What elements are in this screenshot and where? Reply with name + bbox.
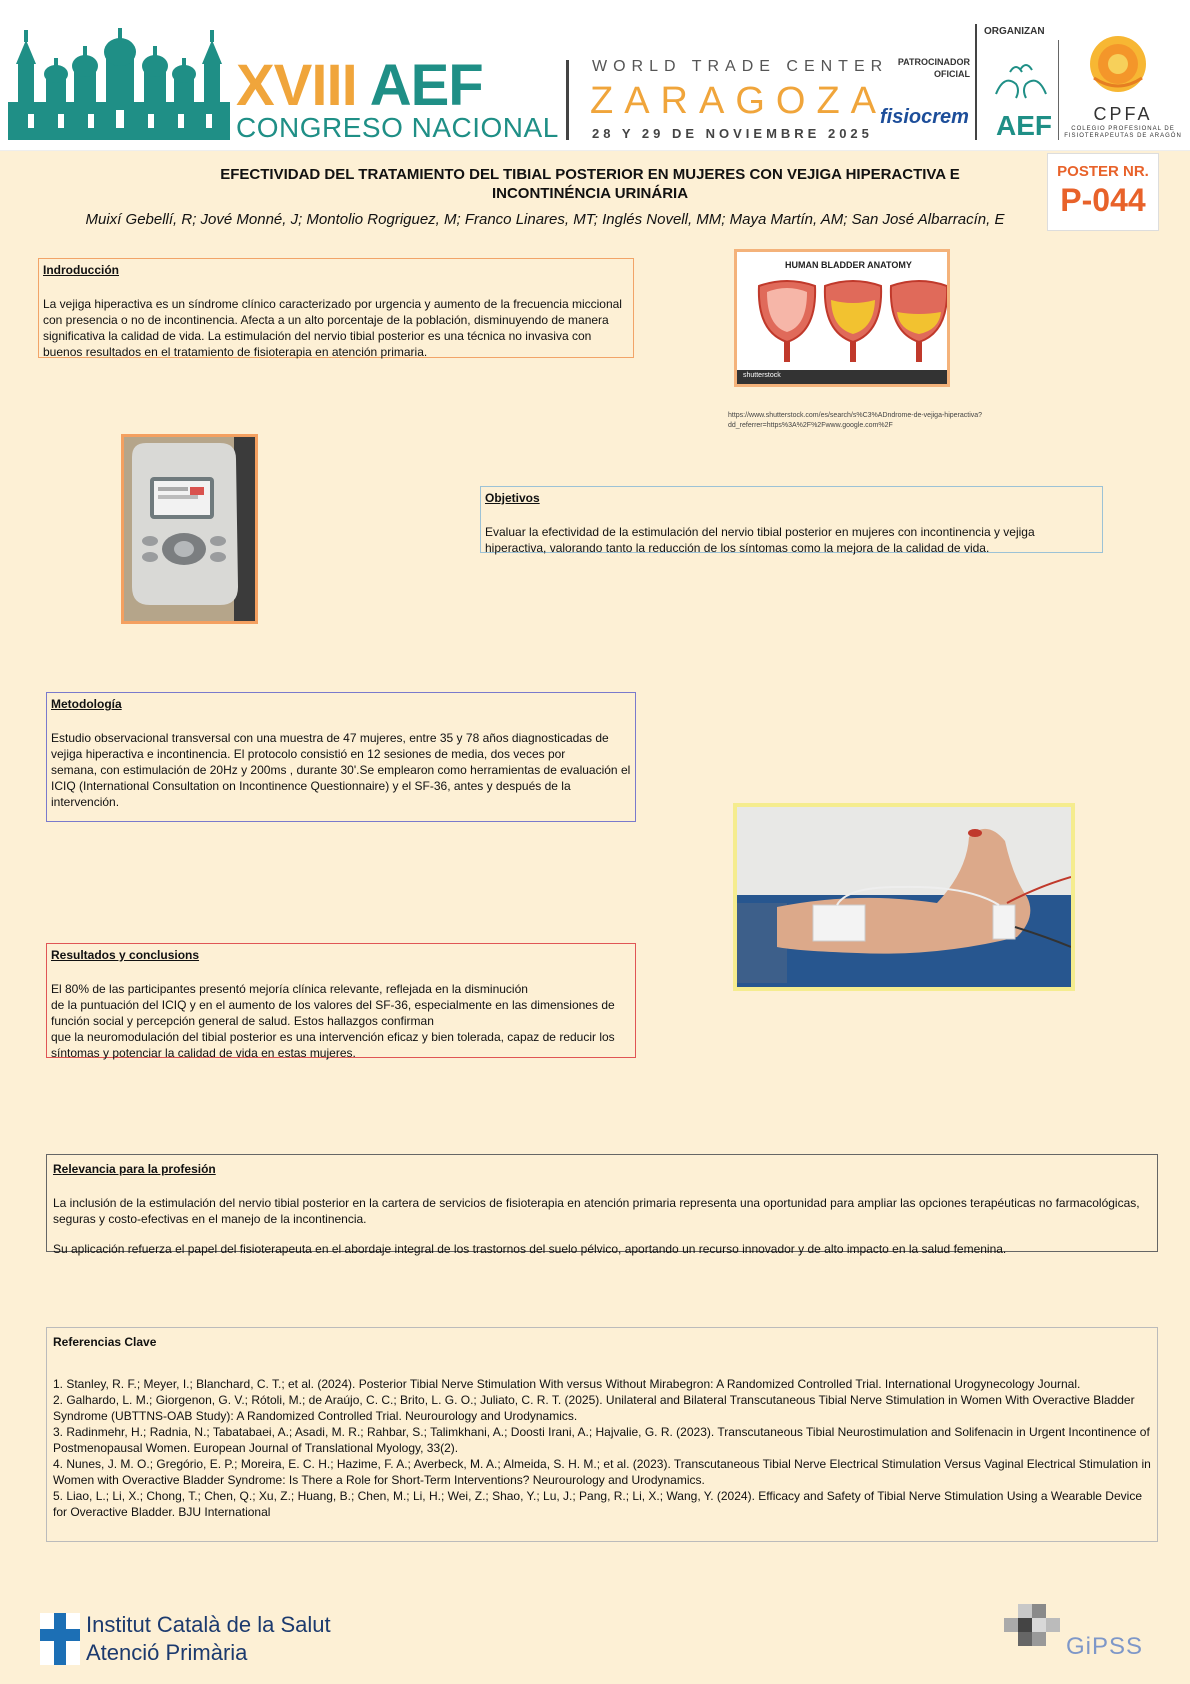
- poster-number-box: [1047, 153, 1159, 231]
- tens-device-illustration: [124, 437, 255, 621]
- poster-number: P-044: [1060, 182, 1146, 218]
- ics-logo-line-2: Atenció Primària: [86, 1640, 248, 1665]
- bladder-image-title: HUMAN BLADDER ANATOMY: [785, 260, 912, 270]
- section-heading: Referencias Clave: [53, 1335, 157, 1349]
- reference-item: 3. Radinmehr, H.; Radnia, N.; Tabatabaei, A.; Asadi, M. R.; Rahbar, S.; Talimkhani, A.; Doosti Irani, A.; Hajvalie, G. R. (2023). Transcutaneous Tibial Neurostimulation and Solifenacin in Urgent Incontinence of Postmenopausal Women. European Journal of Translational Myology, 33(2).: [53, 1425, 1150, 1455]
- image-credit: shutterstock: [743, 372, 781, 379]
- poster-title-line-1: EFECTIVIDAD DEL TRATAMIENTO DEL TIBIAL POSTERIOR EN MUJERES CON VEJIGA HIPERACTIVA E: [220, 166, 960, 183]
- aef-logo-text: AEF: [996, 110, 1052, 141]
- cpfa-sun-logo: [1088, 34, 1148, 100]
- reference-item: 1. Stanley, R. F.; Meyer, I.; Blanchard, C. T.; et al. (2024). Posterior Tibial Nerve Stimulation With versus Without Mirabegron: A Randomized Controlled Trial. International Urogynecology Journal.: [53, 1377, 1081, 1391]
- poster-title-line-2: INCONTINÉNCIA URINÁRIA: [491, 185, 689, 202]
- section-body-line-1: Estudio observacional transversal con una muestra de 47 mujeres, entre 35 y 78 años diagnosticadas de vejiga hiperactiva e incontinencia. El protocolo consistió en 12 sesiones de media, dos veces por: [51, 731, 609, 761]
- tibial-electrode-photo: [733, 803, 1075, 991]
- section-heading: Relevancia para la profesión: [53, 1162, 216, 1176]
- section-body-paragraph-2: Su aplicación refuerza el papel del fisioterapeuta en el abordaje integral de los trastornos del suelo pélvico, aportando un recurso innovador y de alto impacto en la salud femenina.: [53, 1242, 1007, 1256]
- section-body-line-1: El 80% de las participantes presentó mejoría clínica relevante, reflejada en la disminución: [51, 982, 528, 996]
- section-body-line-3: que la neuromodulación del tibial posterior es una intervención eficaz y bien tolerada, capaz de reducir los síntomas y potenciar la calidad de vida en estas mujeres.: [51, 1030, 615, 1060]
- bladder-anatomy-image: [734, 249, 950, 387]
- congress-roman: XVIII: [236, 53, 357, 118]
- section-relevancia: [46, 1154, 1158, 1256]
- header-divider: [566, 60, 569, 140]
- section-metodologia: [46, 692, 636, 822]
- section-body: Evaluar la efectividad de la estimulación del nervio tibial posterior en mujeres con incontinencia y vejiga hiperactiva, valorando tanto la reducción de los síntomas como la mejora de la calidad de vida.: [485, 525, 1035, 555]
- aef-hands-logo: [986, 44, 1056, 108]
- gipss-logo-text: GiPSS: [1066, 1633, 1144, 1660]
- image-credit-bar: [737, 370, 947, 384]
- foot-electrode-illustration: [737, 807, 1071, 987]
- ics-logo-line-1: Institut Català de la Salut: [86, 1612, 331, 1637]
- poster-number-label: POSTER NR.: [1057, 163, 1149, 180]
- section-heading: Resultados y conclusions: [51, 948, 200, 962]
- tens-device-photo: [121, 434, 258, 624]
- section-heading: Objetivos: [485, 491, 540, 505]
- reference-item: 4. Nunes, J. M. O.; Gregório, E. P.; Moreira, E. C. H.; Hazime, F. A.; Averbeck, M. A.; Almeida, S. H. M.; et al. (2023). Transcutaneous Tibial Nerve Electrical Stimulation Versus Vaginal Electrical Stimulation in Women with Overactive Bladder Syndrome: Is There a Role for Short-Term Interventions? Neurourology and Urodynamics.: [53, 1457, 1151, 1487]
- section-body: La vejiga hiperactiva es un síndrome clínico caracterizado por urgencia y aumento de la frecuencia miccional con presencia o no de incontinencia. Afecta a un alto porcentaje de la población, disminuyendo de manera significativa la calidad de vida. La estimulación del nervio tibial posterior es una técnica no invasiva con buenos resultados en el tratamiento de fisioterapia en atención primaria.: [43, 297, 622, 359]
- reference-list: [53, 1376, 1151, 1520]
- organizers-label: ORGANIZAN: [984, 26, 1045, 37]
- reference-item: 5. Liao, L.; Li, X.; Chong, T.; Chen, Q.; Xu, Z.; Huang, B.; Chen, M.; Li, H.; Wei, Z.; Shao, Y.; Lu, J.; Pang, R.; Li, X.; Wang, Y. (2024). Efficacy and Safety of Tibial Nerve Stimulation Using a Wearable Device for Overactive Bladder. BJU International: [53, 1489, 1142, 1519]
- venue-name: WORLD TRADE CENTER: [592, 58, 889, 75]
- section-body-paragraph-1: La inclusión de la estimulación del nervio tibial posterior en la cartera de servicios de fisioterapia en atención primaria representa una oportunidad para ampliar las opciones terapéuticas no farmacológicas, seguras y costo-efectivas en el manejo de la incontinencia.: [53, 1196, 1140, 1226]
- section-objetivos: [480, 486, 1103, 553]
- gipss-mosaic-logo: [998, 1604, 1068, 1656]
- reference-item: 2. Galhardo, L. M.; Giorgenon, G. V.; Rótoli, M.; de Araújo, C. C.; Brito, L. G. O.; Juliato, C. R. T. (2025). Unilateral and Bilateral Transcutaneous Tibial Nerve Stimulation in Women With Overactive Bladder Syndrome (UBTTNS-OAB Study): A Randomized Controlled Trial. Neurourology and Urodynamics.: [53, 1393, 1135, 1423]
- header-divider: [975, 24, 977, 140]
- congress-dates: 28 Y 29 DE NOVIEMBRE 2025: [592, 126, 873, 141]
- sponsor-label: PATROCINADOR OFICIAL: [897, 57, 970, 79]
- sponsor-logo: fisiocrem: [880, 106, 969, 128]
- venue-city: ZARAGOZA: [590, 80, 888, 122]
- section-referencias: [46, 1327, 1158, 1542]
- congress-subtitle: CONGRESO NACIONAL: [236, 112, 559, 143]
- header-divider: [1058, 40, 1059, 140]
- congress-acronym: AEF: [369, 53, 483, 118]
- section-body-line-2: de la puntuación del ICIQ y en el aumento de los valores del SF-36, especialmente en las dimensiones de función social y percepción general de salud. Estos hallazgos confirman: [51, 998, 615, 1028]
- poster-title: [150, 165, 1030, 203]
- image-source-url: https://www.shutterstock.com/es/search/s%C3%ADndrome-de-vejiga-hiperactiva?dd_referrer=https%3A%2F%2Fwww.google.com%2F: [728, 412, 983, 429]
- basilica-skyline-logo: [8, 22, 230, 140]
- cpfa-logo-text: CPFA: [1093, 104, 1153, 124]
- ics-cross-logo: [40, 1613, 80, 1665]
- section-resultados: [46, 943, 636, 1058]
- congress-edition: [236, 52, 483, 119]
- cpfa-logo-subtitle: COLEGIO PROFESIONAL DE FISIOTERAPEUTAS DE ARAGÓN: [1064, 126, 1182, 139]
- header-banner: [0, 0, 1190, 151]
- section-body-line-2: semana, con estimulación de 20Hz y 200ms , durante 30'.Se emplearon como herramientas de evaluación el ICIQ (International Consultation on Incontinence Questionnaire) y el SF-36, antes y después de la intervención.: [51, 763, 631, 809]
- poster-authors: Muixí Gebellí, R; Jové Monné, J; Montolio Rogriguez, M; Franco Linares, MT; Inglés Novell, MM; Maya Martín, AM; San José Albarracín, E: [85, 211, 1005, 228]
- section-introduccion: [38, 258, 634, 358]
- section-heading: Indroducción: [43, 263, 119, 277]
- bladder-illustration: [737, 272, 947, 382]
- section-heading: Metodología: [51, 697, 122, 711]
